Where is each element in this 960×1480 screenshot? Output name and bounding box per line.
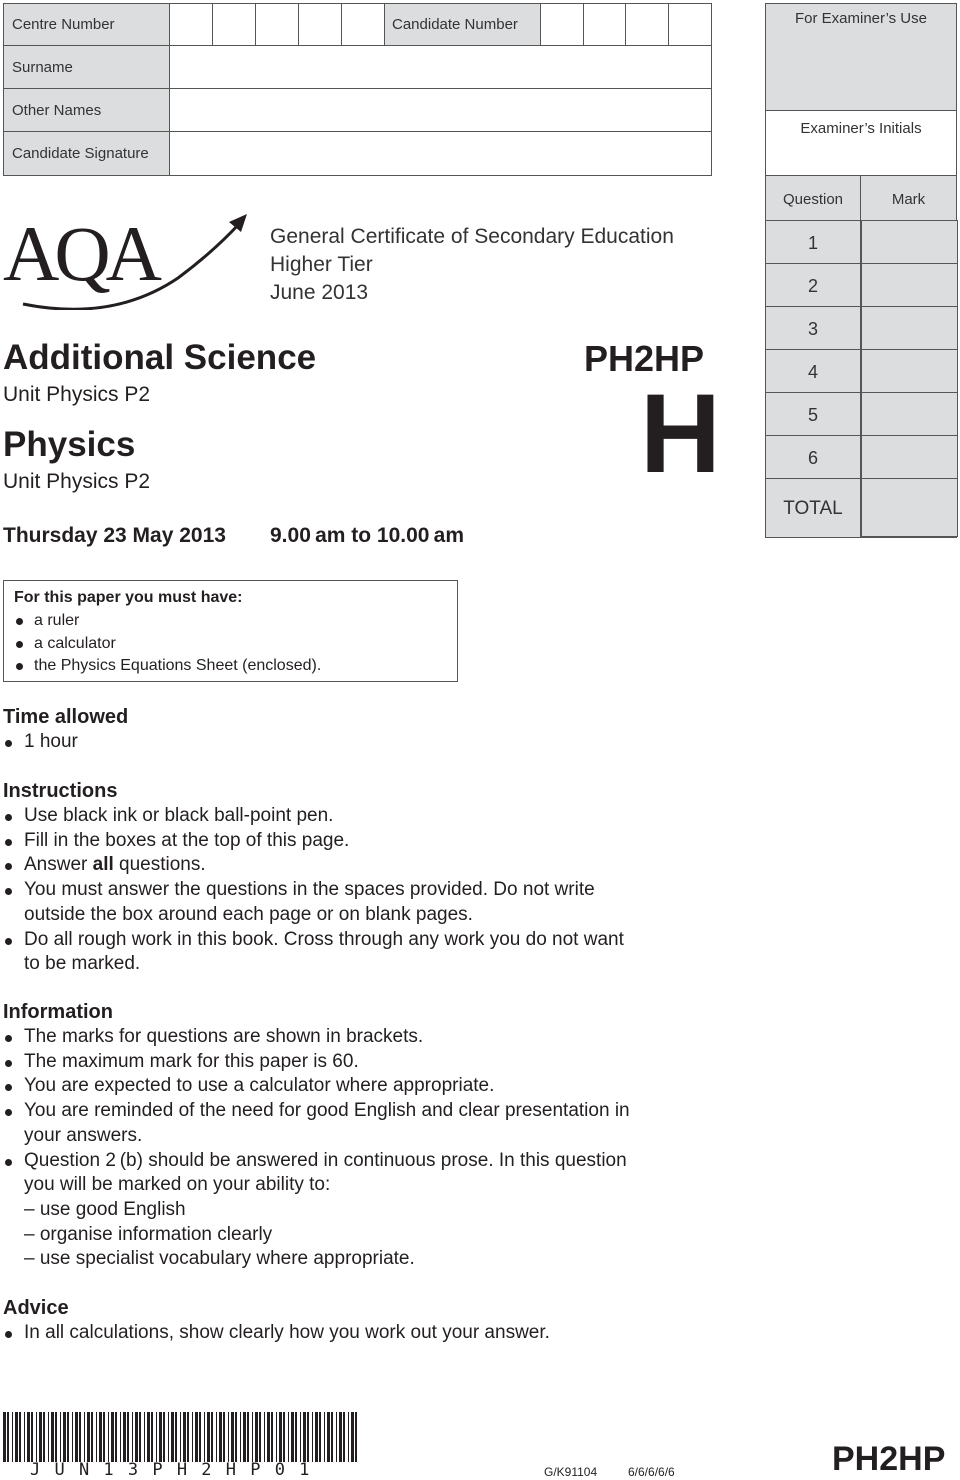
examiner-initials-field[interactable] xyxy=(765,110,957,177)
centre-number-label-cell xyxy=(3,3,170,46)
question-number: 4 xyxy=(807,362,818,382)
centre-number-box-2[interactable] xyxy=(212,3,256,46)
candidate-signature-label: Candidate Signature xyxy=(12,145,149,162)
list-item: The maximum mark for this paper is 60. xyxy=(3,1050,630,1075)
mark-field-q5[interactable] xyxy=(861,392,958,436)
question-number: 1 xyxy=(807,233,818,253)
list-item: Answer all questions. xyxy=(3,853,624,878)
bullet-icon xyxy=(5,863,12,870)
centre-number-label: Centre Number xyxy=(12,16,115,33)
barcode-icon xyxy=(3,1412,361,1462)
session-label: June 2013 xyxy=(270,281,369,304)
instructions-title: Instructions xyxy=(3,780,118,802)
list-item: a calculator xyxy=(14,633,321,656)
advice-list xyxy=(3,1321,550,1346)
list-item: the Physics Equations Sheet (enclosed). xyxy=(14,655,321,678)
candidate-number-box-3[interactable] xyxy=(625,3,669,46)
other-names-label: Other Names xyxy=(12,102,102,119)
total-label: TOTAL xyxy=(783,498,843,519)
qualification-title: General Certificate of Secondary Education xyxy=(270,225,674,248)
list-item: Use black ink or black ball-point pen. xyxy=(3,804,624,829)
question-number: 2 xyxy=(807,276,818,296)
instructions-list xyxy=(3,804,624,977)
list-item: The marks for questions are shown in brackets. xyxy=(3,1025,630,1050)
mark-field-q4[interactable] xyxy=(861,349,958,393)
candidate-number-box-4[interactable] xyxy=(668,3,712,46)
bullet-icon xyxy=(5,1035,12,1042)
question-number: 6 xyxy=(807,448,818,468)
mark-field-q6[interactable] xyxy=(861,435,958,479)
mark-column-header: Mark xyxy=(891,191,926,208)
list-item: Fill in the boxes at the top of this page. xyxy=(3,829,624,854)
surname-label-cell xyxy=(3,45,170,89)
list-item: You are expected to use a calculator where appropriate. xyxy=(3,1074,630,1099)
question-number: 5 xyxy=(807,405,818,425)
time-allowed-list xyxy=(3,730,78,755)
mark-field-q1[interactable] xyxy=(861,220,958,264)
tier-label: Higher Tier xyxy=(270,253,373,276)
centre-number-box-5[interactable] xyxy=(341,3,385,46)
examiner-initials-label: Examiner’s Initials xyxy=(800,120,922,137)
subject-title-1: Additional Science xyxy=(3,338,317,377)
bullet-icon xyxy=(5,740,12,747)
barcode xyxy=(3,1412,361,1462)
paper-reference: G/K91104 xyxy=(544,1465,598,1479)
unit-label-1: Unit Physics P2 xyxy=(3,383,151,406)
bullet-icon xyxy=(5,1060,12,1067)
candidate-signature-label-cell xyxy=(3,131,170,176)
exam-time: 9.00 am to 10.00 am xyxy=(270,524,465,547)
time-allowed-title: Time allowed xyxy=(3,706,129,728)
examiner-header-box xyxy=(765,3,957,176)
unit-label-2: Unit Physics P2 xyxy=(3,470,151,493)
list-item: You must answer the questions in the spaces provided. Do not write outside the box around each page or on blank pages. xyxy=(3,878,624,927)
mark-field-total[interactable] xyxy=(861,478,958,537)
centre-number-box-4[interactable] xyxy=(298,3,342,46)
tier-letter: H xyxy=(640,371,721,496)
bullet-icon xyxy=(5,1084,12,1091)
subject-title-2: Physics xyxy=(3,425,136,464)
bullet-icon xyxy=(5,1109,12,1116)
mark-field-q3[interactable] xyxy=(861,306,958,350)
must-have-title: For this paper you must have: xyxy=(14,589,243,606)
list-item: You are reminded of the need for good English and clear presentation in your answers. xyxy=(3,1099,630,1148)
must-have-box xyxy=(3,580,458,682)
surname-label: Surname xyxy=(12,59,73,76)
barcode-text: J U N 1 3 P H 2 H P 0 1 xyxy=(30,1460,312,1480)
information-list xyxy=(3,1025,630,1272)
bullet-icon xyxy=(5,814,12,821)
candidate-number-box-2[interactable] xyxy=(583,3,626,46)
list-item: Question 2 (b) should be answered in continuous prose. In this question you will be marked on your ability to: – use good English – organise information clearly – use specialist vocabulary where appropriate. xyxy=(3,1149,630,1273)
footer-paper-code: PH2HP xyxy=(832,1440,946,1478)
dash-item: – organise information clearly xyxy=(24,1223,273,1245)
aqa-logo-swoosh-icon xyxy=(3,210,253,310)
aqa-logo xyxy=(3,210,253,310)
information-title: Information xyxy=(3,1001,113,1023)
other-names-label-cell xyxy=(3,88,170,132)
candidate-number-label-cell xyxy=(384,3,541,46)
surname-field[interactable] xyxy=(169,45,712,89)
bullet-icon xyxy=(5,1331,12,1338)
paper-version: 6/6/6/6/6 xyxy=(628,1465,675,1479)
examiner-use-title: For Examiner’s Use xyxy=(795,10,927,27)
dash-item: – use specialist vocabulary where appropriate. xyxy=(24,1248,415,1270)
question-column-header: Question xyxy=(782,191,844,208)
bullet-icon xyxy=(5,1159,12,1166)
bullet-icon xyxy=(5,839,12,846)
centre-number-box-1[interactable] xyxy=(169,3,213,46)
list-item: a ruler xyxy=(14,610,321,633)
marks-grid xyxy=(765,175,957,538)
candidate-number-box-1[interactable] xyxy=(540,3,584,46)
list-item: In all calculations, show clearly how you work out your answer. xyxy=(3,1321,550,1346)
list-item: 1 hour xyxy=(3,730,78,755)
aqa-logo-text: AQA xyxy=(3,210,157,297)
bullet-icon xyxy=(5,938,12,945)
list-item: Do all rough work in this book. Cross through any work you do not want to be marked. xyxy=(3,928,624,977)
candidate-signature-field[interactable] xyxy=(169,131,712,176)
advice-title: Advice xyxy=(3,1297,69,1319)
paper-code: PH2HP xyxy=(584,338,705,379)
other-names-field[interactable] xyxy=(169,88,712,132)
bullet-icon xyxy=(16,663,23,670)
dash-item: – use good English xyxy=(24,1198,186,1220)
must-have-list xyxy=(14,610,321,678)
mark-field-q2[interactable] xyxy=(861,263,958,307)
bullet-icon xyxy=(16,641,23,648)
candidate-number-label: Candidate Number xyxy=(392,16,518,33)
exam-date: Thursday 23 May 2013 xyxy=(3,524,226,547)
centre-number-box-3[interactable] xyxy=(255,3,299,46)
bullet-icon xyxy=(5,888,12,895)
bullet-icon xyxy=(16,618,23,625)
question-number: 3 xyxy=(807,319,818,339)
